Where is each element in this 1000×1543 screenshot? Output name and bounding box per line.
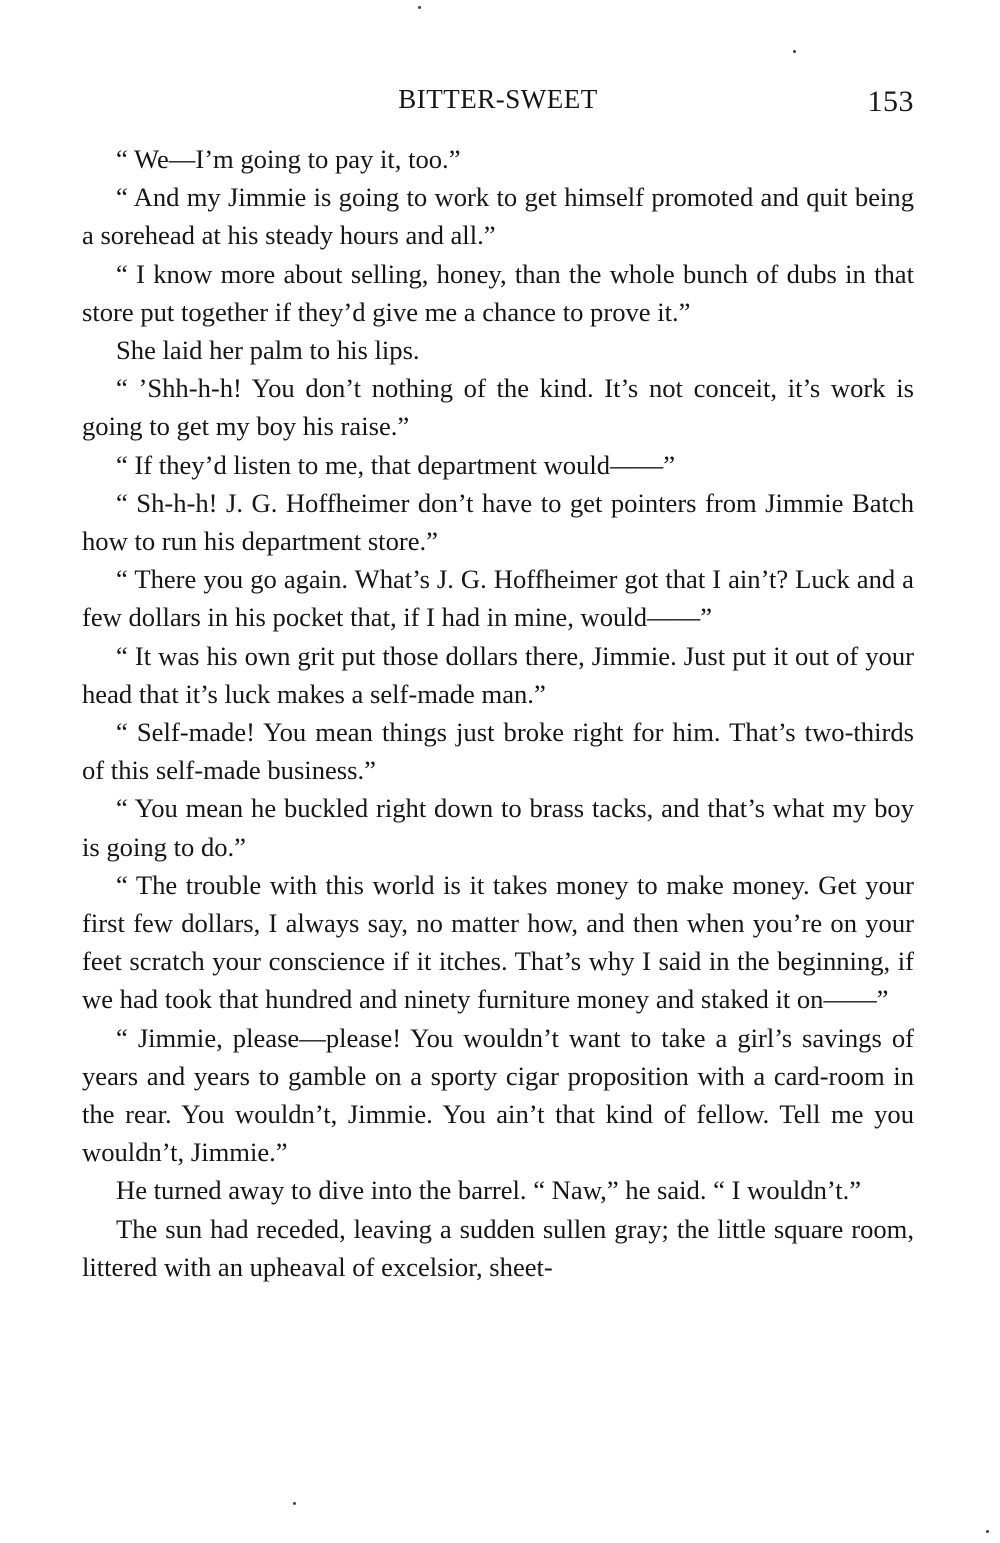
print-speck xyxy=(986,1530,989,1533)
running-title: BITTER-SWEET xyxy=(398,84,598,114)
paragraph: He turned away to dive into the barrel. “ Naw,” he said. “ I wouldn’t.” xyxy=(116,1175,862,1206)
paragraph: “ We—I’m going to pay it, too.” xyxy=(116,144,461,174)
paragraph: “ ’Shh-h-h! You don’t nothing of the kind. It’s not conceit, it’s work is going to get my boy his raise.” xyxy=(82,373,914,442)
paragraph: “ The trouble with this world is it takes money to make money. Get your first few dollars, I always say, no matter how, and then when you’re on your feet scratch your conscience if it itches. That’s why I said in the beginning, if we had took that hundred and ninety furniture money and staked it on——” xyxy=(82,869,914,1015)
paragraph: “ Self-made! You mean things just broke right for him. That’s two-thirds of this self-made business.” xyxy=(82,717,914,786)
page-number: 153 xyxy=(867,85,914,118)
paragraph: The sun had receded, leaving a sudden sullen gray; the little square room, littered with an upheaval of excelsior, sheet- xyxy=(82,1213,914,1282)
paragraph: “ It was his own grit put those dollars there, Jimmie. Just put it out of your head that it’s luck makes a self-made man.” xyxy=(82,640,914,709)
print-speck xyxy=(793,50,796,53)
paragraph: “ I know more about selling, honey, than the whole bunch of dubs in that store put together if they’d give me a chance to prove it.” xyxy=(82,258,914,327)
paragraph: “ Sh-h-h! J. G. Hoffheimer don’t have to get pointers from Jimmie Batch how to run his department store.” xyxy=(82,487,914,557)
running-head xyxy=(82,84,914,120)
paragraph: “ If they’d listen to me, that department would——” xyxy=(116,449,676,480)
print-speck xyxy=(293,1502,296,1505)
paragraph: She laid her palm to his lips. xyxy=(116,335,420,366)
paragraph: “ You mean he buckled right down to brass tacks, and that’s what my boy is going to do.” xyxy=(82,793,914,862)
body-text xyxy=(82,140,914,1286)
print-speck xyxy=(418,6,421,9)
paragraph: “ There you go again. What’s J. G. Hoffheimer got that I ain’t? Luck and a few dollars in his pocket that, if I had in mine, would——” xyxy=(82,564,914,633)
paragraph: “ Jimmie, please—please! You wouldn’t want to take a girl’s savings of years and years to gamble on a sporty cigar proposition with a card-room in the rear. You wouldn’t, Jimmie. You ain’t that kind of fellow. Tell me you wouldn’t, Jimmie.” xyxy=(82,1022,914,1168)
paragraph: “ And my Jimmie is going to work to get himself promoted and quit being a sorehead at his steady hours and all.” xyxy=(82,182,914,251)
